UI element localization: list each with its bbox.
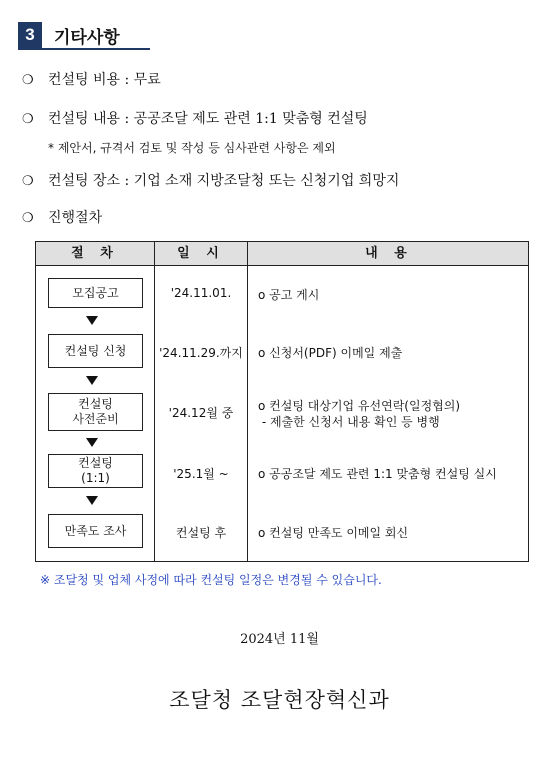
section-title: 기타사항 (54, 28, 120, 47)
bullet-text: 진행절차 (48, 210, 103, 226)
bullet-content (22, 108, 368, 128)
bullet-text: 컨설팅 내용 : 공공조달 제도 관련 1:1 맞춤형 컨설팅 (48, 111, 368, 127)
table-header (36, 242, 528, 266)
bullet-sub-note: * 제안서, 규격서 검토 및 작성 등 심사관련 사항은 제외 (48, 141, 336, 155)
bullet-text: 컨설팅 장소 : 기업 소재 지방조달청 또는 신청기업 희망지 (48, 173, 400, 189)
circle-bullet-icon: ❍ (22, 174, 34, 189)
row-date: '24.12월 중 (168, 406, 234, 420)
document-date: 2024년 11월 (240, 632, 319, 647)
step-box: 모집공고 (48, 278, 143, 308)
down-arrow-icon (86, 376, 98, 385)
organization-name: 조달청 조달현장혁신과 (169, 688, 390, 712)
procedure-table (35, 241, 529, 562)
step-box: 컨설팅 신청 (48, 334, 143, 368)
section-heading (18, 22, 150, 50)
circle-bullet-icon: ❍ (22, 112, 34, 127)
header-content: 내 용 (365, 246, 413, 261)
header-date: 일 시 (177, 246, 225, 261)
bullet-location (22, 170, 399, 190)
header-step: 절 차 (71, 246, 119, 261)
row-date: '25.1월 ~ (173, 467, 229, 481)
bullet-text: 컨설팅 비용 : 무료 (48, 72, 161, 88)
step-box: 컨설팅 사전준비 (48, 393, 143, 431)
down-arrow-icon (86, 438, 98, 447)
column-divider (247, 242, 248, 561)
circle-bullet-icon: ❍ (22, 73, 34, 88)
section-number: 3 (18, 22, 42, 48)
row-content: o 공고 게시 (258, 288, 320, 302)
down-arrow-icon (86, 316, 98, 325)
step-box: 컨설팅 (1:1) (48, 454, 143, 488)
column-divider (154, 242, 155, 561)
row-content-sub: - 제출한 신청서 내용 확인 등 병행 (258, 415, 440, 429)
row-date: '24.11.01. (170, 286, 232, 300)
circle-bullet-icon: ❍ (22, 211, 34, 226)
step-box: 만족도 조사 (48, 514, 143, 548)
bullet-procedure (22, 207, 102, 227)
row-content: o 신청서(PDF) 이메일 제출 (258, 346, 403, 360)
row-date: 컨설팅 후 (175, 526, 227, 540)
down-arrow-icon (86, 496, 98, 505)
schedule-change-note: ※ 조달청 및 업체 사정에 따라 컨설팅 일정은 변경될 수 있습니다. (40, 573, 382, 587)
row-content: o 컨설팅 만족도 이메일 회신 (258, 526, 409, 540)
bullet-cost (22, 69, 161, 89)
row-content: o 공공조달 제도 관련 1:1 맞춤형 컨설팅 실시 (258, 467, 497, 481)
row-date: '24.11.29.까지 (159, 346, 243, 360)
row-content: o 컨설팅 대상기업 유선연락(일정협의) (258, 399, 461, 413)
